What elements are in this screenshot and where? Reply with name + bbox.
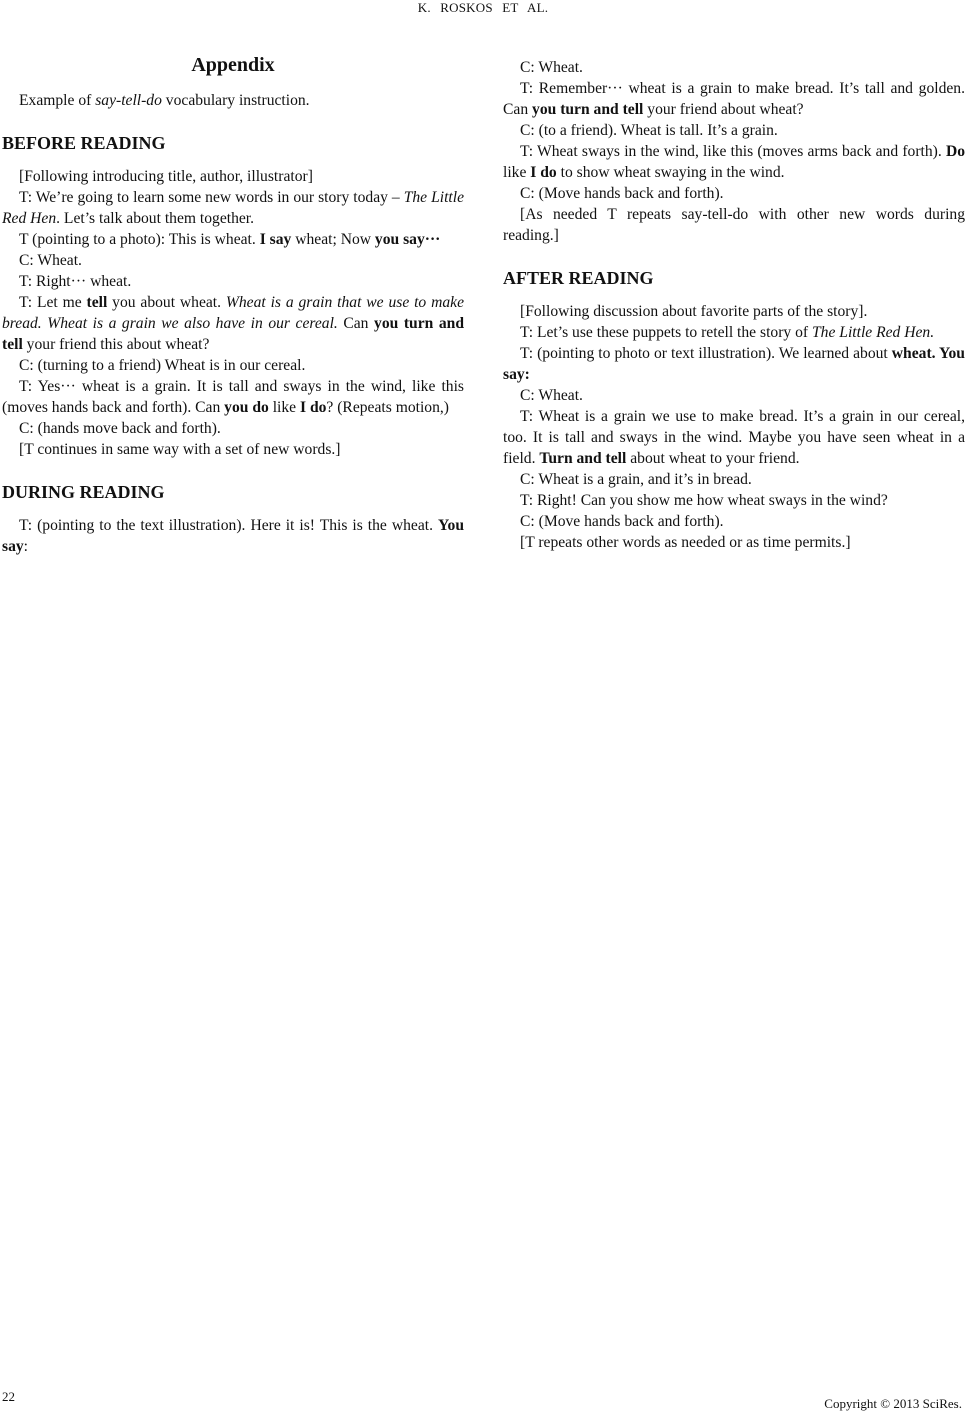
paragraph: C: (hands move back and forth).: [19, 420, 221, 437]
paragraph: C: Wheat.: [520, 387, 583, 404]
before-reading-heading: BEFORE READING: [2, 133, 166, 153]
right-column: [503, 57, 965, 553]
during-reading-heading: DURING READING: [2, 482, 165, 502]
paragraph: T: Let me tell you about wheat. Wheat is a grain that we use to make bread. Wheat is a grain we also have in our cereal. Can you turn and tell your friend this about wheat?: [2, 294, 464, 353]
paragraph: T: Right··· wheat.: [19, 273, 132, 290]
paragraph: C: (to a friend). Wheat is tall. It’s a grain.: [520, 122, 778, 139]
paragraph: T (pointing to a photo): This is wheat. I say wheat; Now you say···: [19, 231, 441, 248]
paragraph: C: (Move hands back and forth).: [520, 513, 724, 530]
paragraph: [As needed T repeats say-tell-do with other new words during reading.]: [503, 206, 965, 244]
paragraph: C: (Move hands back and forth).: [520, 185, 724, 202]
paragraph: T: Yes··· wheat is a grain. It is tall and sways in the wind, like this (moves hands back and forth). Can you do like I do? (Repeats motion,): [2, 378, 464, 416]
page-number: 22: [2, 1389, 15, 1404]
paragraph: C: Wheat.: [19, 252, 82, 269]
paragraph: T: (pointing to photo or text illustration). We learned about wheat. You say:: [503, 345, 965, 383]
appendix-intro: Example of say-tell-do vocabulary instruction.: [19, 92, 310, 109]
after-reading-heading: AFTER READING: [503, 268, 654, 288]
paragraph: T: Wheat is a grain we use to make bread. It’s a grain in our cereal, too. It is tall and sways in the wind. Maybe you have seen wheat in a field. Turn and tell about wheat to your friend.: [503, 408, 965, 467]
paragraph: [Following introducing title, author, illustrator]: [19, 168, 313, 185]
left-column: [2, 52, 464, 557]
paragraph: T: Remember··· wheat is a grain to make bread. It’s tall and golden. Can you turn and tell your friend about wheat?: [503, 80, 965, 118]
paragraph: [T repeats other words as needed or as time permits.]: [520, 534, 851, 551]
paragraph: C: Wheat.: [520, 59, 583, 76]
paragraph: T: Let’s use these puppets to retell the story of The Little Red Hen.: [520, 324, 935, 341]
paragraph: C: (turning to a friend) Wheat is in our cereal.: [19, 357, 306, 374]
paragraph: [T continues in same way with a set of new words.]: [19, 441, 341, 458]
appendix-title: Appendix: [191, 54, 275, 76]
paragraph: T: (pointing to the text illustration). Here it is! This is the wheat. You say:: [2, 517, 464, 555]
paragraph: [Following discussion about favorite parts of the story].: [520, 303, 868, 320]
paragraph: C: Wheat is a grain, and it’s in bread.: [520, 471, 752, 488]
paragraph: T: Wheat sways in the wind, like this (moves arms back and forth). Do like I do to show wheat swaying in the wind.: [503, 143, 965, 181]
paragraph: T: We’re going to learn some new words in our story today – The Little Red Hen. Let’s talk about them together.: [2, 189, 465, 227]
running-head: K. ROSKOS ET AL.: [417, 0, 549, 15]
copyright-notice: Copyright © 2013 SciRes.: [824, 1396, 962, 1411]
paragraph: T: Right! Can you show me how wheat sways in the wind?: [520, 492, 888, 509]
